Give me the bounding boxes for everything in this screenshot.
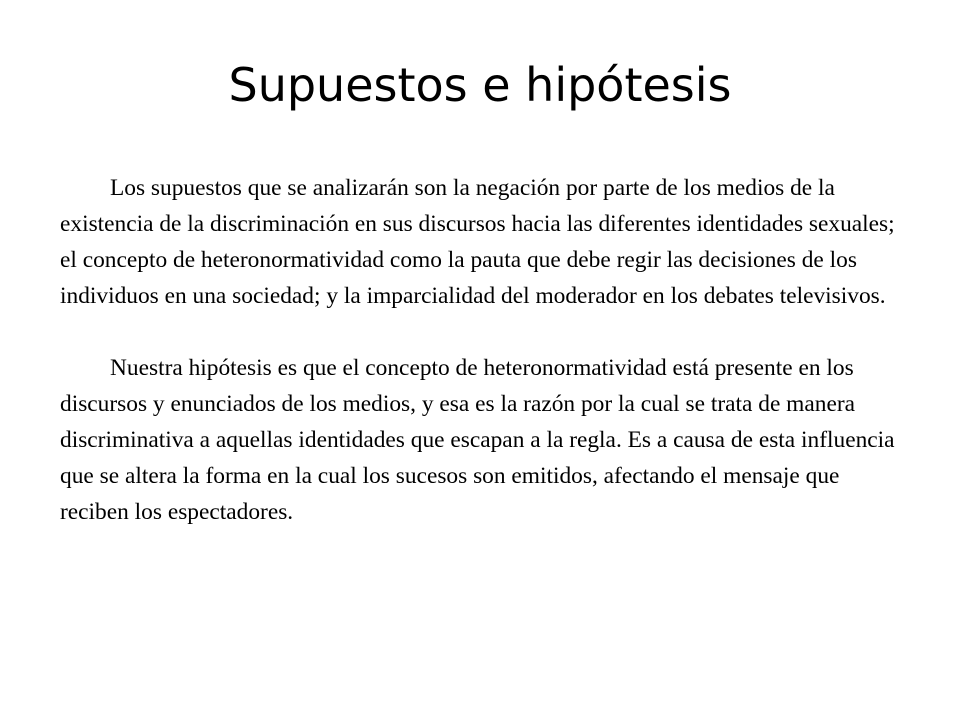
paragraph-supuestos: Los supuestos que se analizarán son la negación por parte de los medios de la existencia de la discriminación en sus discursos hacia las diferentes identidades sexuales; el concepto de heteronormatividad como la pauta que debe regir las decisiones de los individuos en una sociedad; y la imparcialidad del moderador en los debates televisivos. xyxy=(60,175,895,309)
slide-body xyxy=(60,170,905,530)
slide-title: Supuestos e hipótesis xyxy=(228,58,732,112)
paragraph-hipotesis: Nuestra hipótesis es que el concepto de heteronormatividad está presente en los discursos y enunciados de los medios, y esa es la razón por la cual se trata de manera discriminativa a aquellas identidades que escapan a la regla. Es a causa de esta influencia que se altera la forma en la cual los sucesos son emitidos, afectando el mensaje que reciben los espectadores. xyxy=(60,355,895,525)
